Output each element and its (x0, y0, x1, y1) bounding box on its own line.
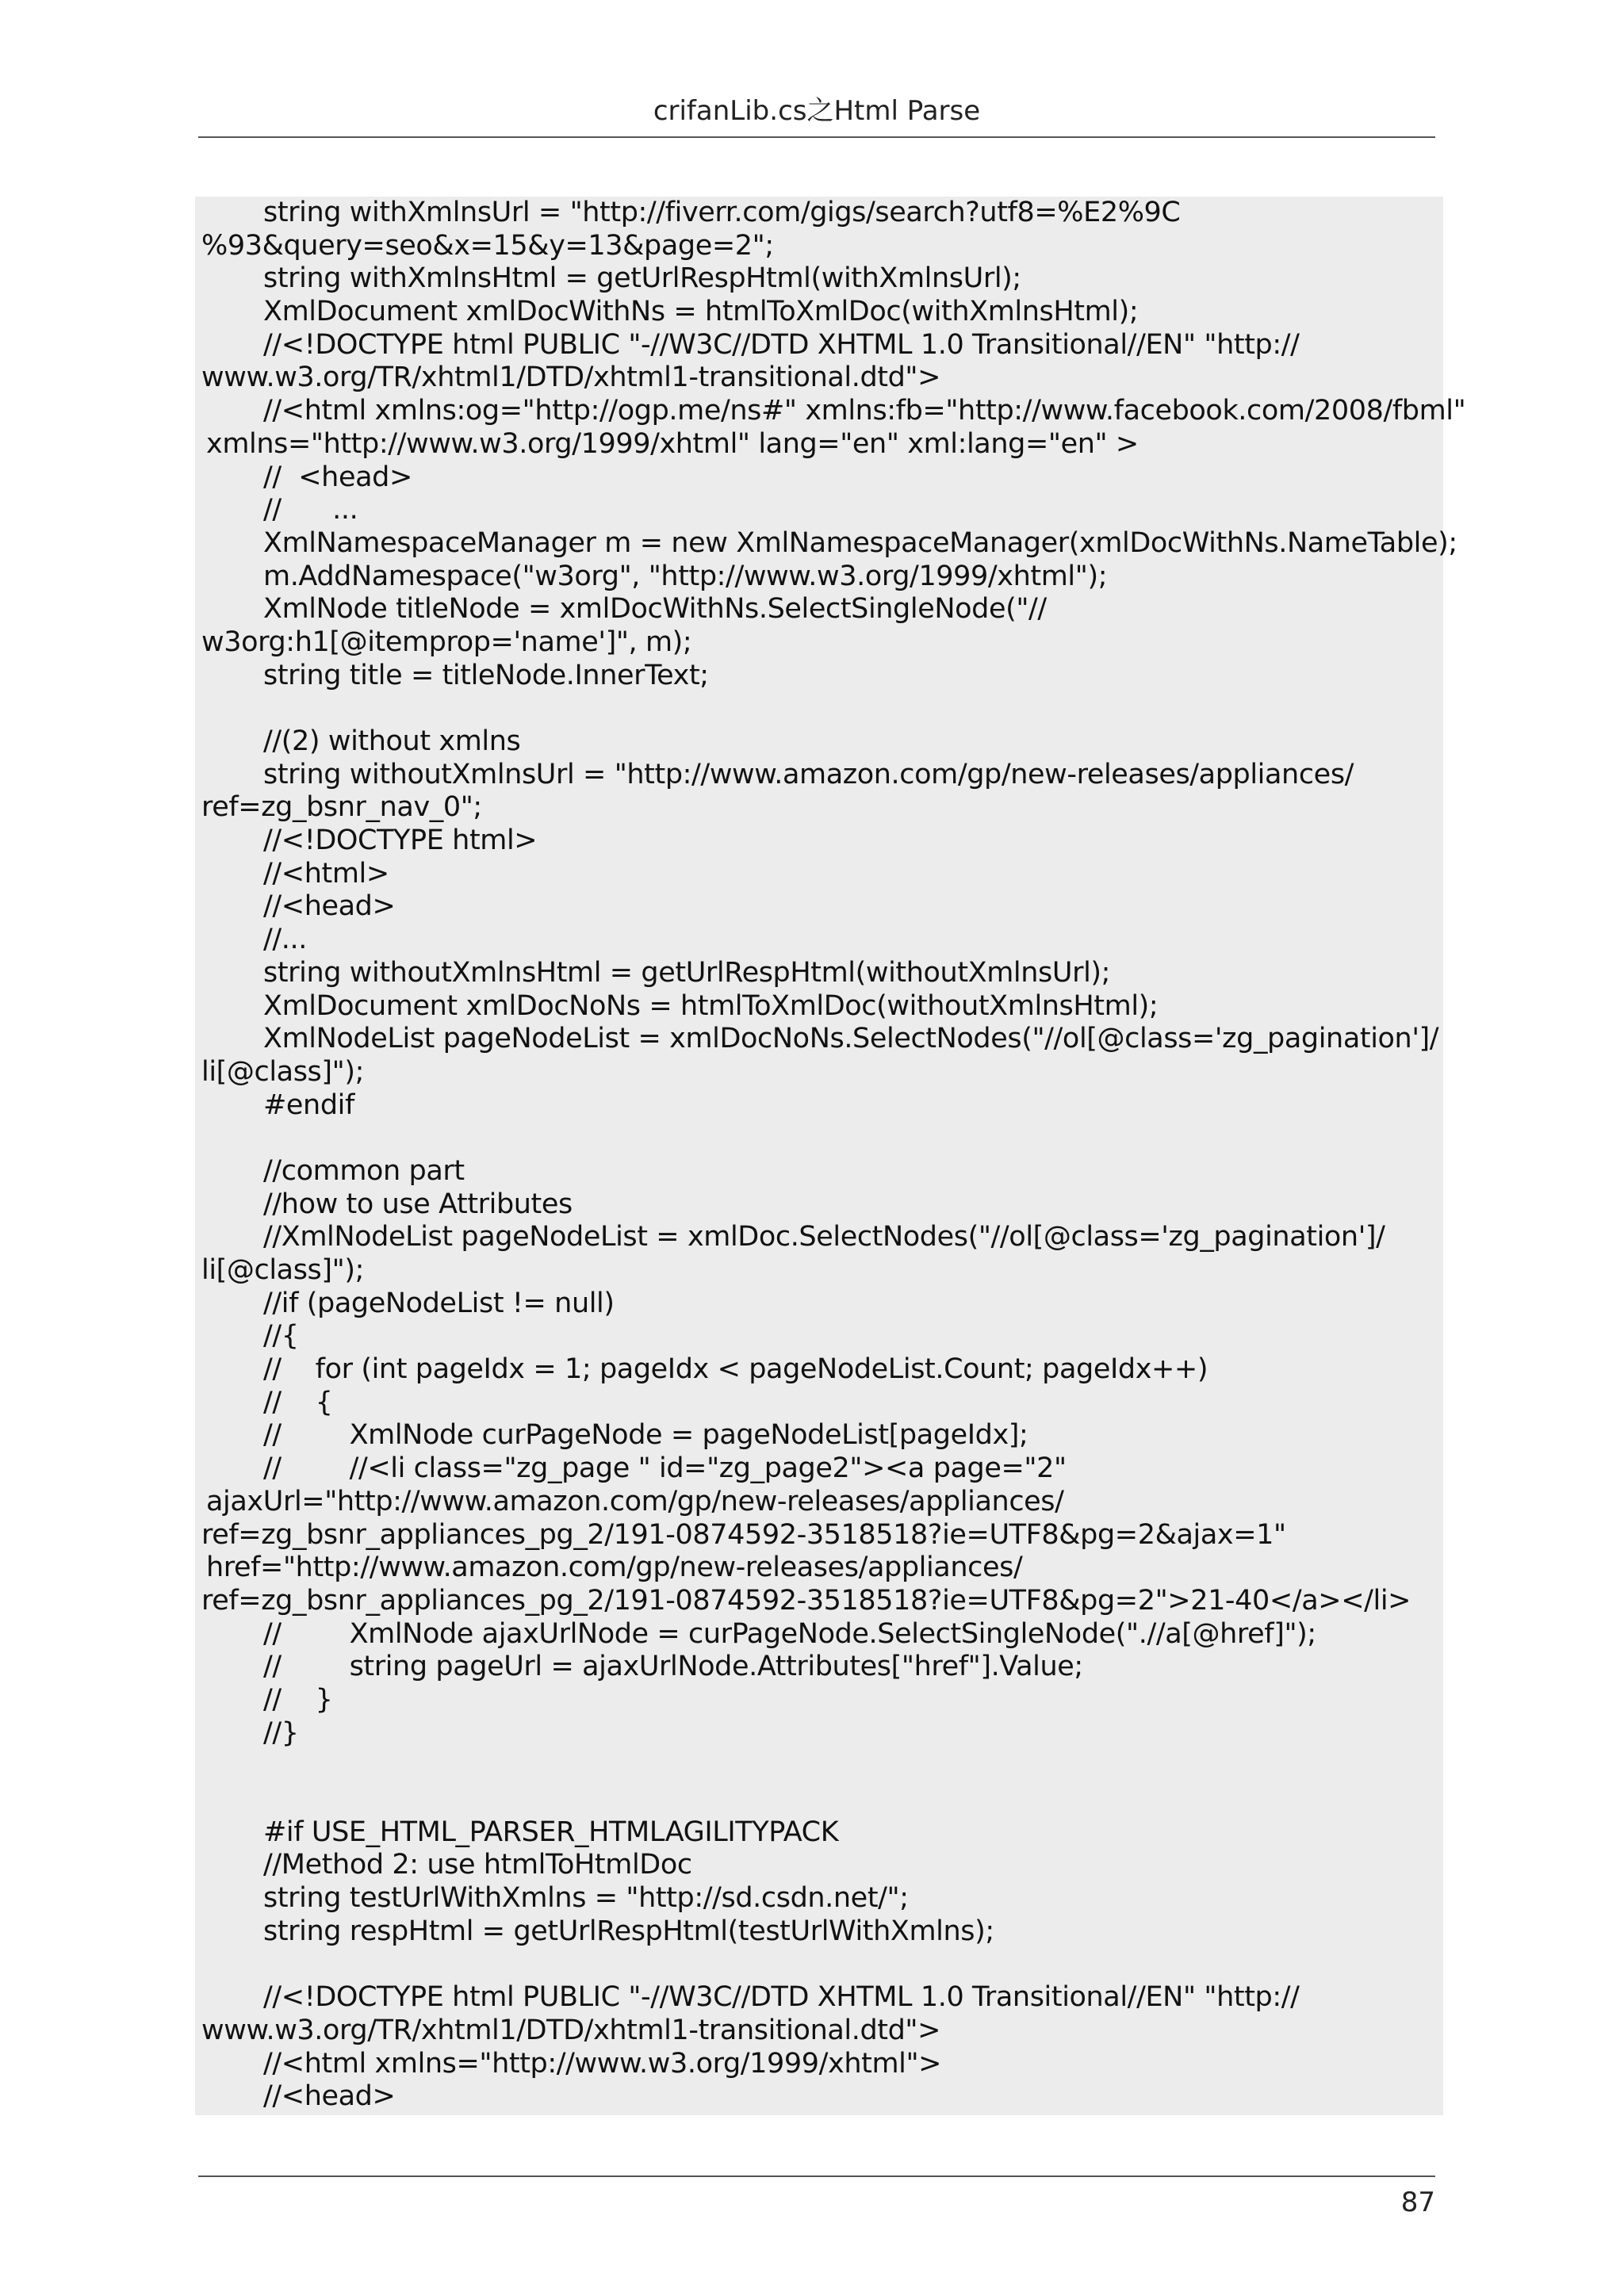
code-line: string withXmlnsHtml = getUrlRespHtml(withXmlnsUrl); (263, 262, 1021, 295)
code-line: XmlNode titleNode = xmlDocWithNs.SelectSingleNode("// (263, 593, 1047, 626)
code-line: //common part (263, 1154, 465, 1187)
code-line: ref=zg_bsnr_appliances_pg_2/191-0874592-3518518?ie=UTF8&pg=2">21-40</a></li> (201, 1584, 1411, 1617)
code-line: w3org:h1[@itemprop='name']", m); (201, 626, 692, 658)
code-line: // //<li class="zg_page " id="zg_page2"><a page="2" (263, 1452, 1067, 1485)
page-header (198, 89, 1435, 138)
code-line: string withoutXmlnsUrl = "http://www.amazon.com/gp/new-releases/appliances/ (263, 758, 1354, 790)
code-line: XmlNamespaceManager m = new XmlNamespaceManager(xmlDocWithNs.NameTable); (263, 526, 1457, 559)
page-number: 87 (1400, 2187, 1435, 2218)
code-line: string withoutXmlnsHtml = getUrlRespHtml(withoutXmlnsUrl); (263, 956, 1111, 989)
code-line: //<!DOCTYPE html> (263, 825, 538, 857)
code-line: href="http://www.amazon.com/gp/new-releases/appliances/ (206, 1552, 1023, 1584)
code-line: //<html> (263, 857, 389, 890)
code-line: li[@class]"); (201, 1254, 364, 1286)
document-title: crifanLib.cs之Html Parse (653, 95, 981, 127)
code-line: //<!DOCTYPE html PUBLIC "-//W3C//DTD XHTML 1.0 Transitional//EN" "http:// (263, 328, 1300, 361)
code-line: //how to use Attributes (263, 1188, 573, 1220)
code-line: //XmlNodeList pageNodeList = xmlDoc.SelectNodes("//ol[@class='zg_pagination']/ (263, 1221, 1385, 1253)
code-line: li[@class]"); (201, 1055, 364, 1088)
page-footer (198, 2175, 1435, 2218)
code-line: string withXmlnsUrl = "http://fiverr.com/gigs/search?utf8=%E2%9C (263, 197, 1181, 228)
code-block (195, 197, 1466, 2115)
code-line: // string pageUrl = ajaxUrlNode.Attributes["href"].Value; (263, 1651, 1083, 1683)
code-line: XmlDocument xmlDocWithNs = htmlToXmlDoc(withXmlnsHtml); (263, 296, 1139, 328)
code-line (195, 692, 1443, 725)
code-line (195, 1948, 1443, 1981)
code-line: %93&query=seo&x=15&y=13&page=2"; (201, 229, 774, 262)
code-line: // { (263, 1386, 333, 1418)
code-line: XmlDocument xmlDocNoNs = htmlToXmlDoc(withoutXmlnsHtml); (263, 989, 1159, 1022)
code-line: // } (263, 1683, 333, 1716)
code-line: // <head> (263, 461, 412, 493)
code-line: //if (pageNodeList != null) (263, 1287, 615, 1319)
code-line: ref=zg_bsnr_nav_0"; (201, 791, 482, 824)
code-line (195, 1122, 1443, 1155)
code-line: // for (int pageIdx = 1; pageIdx < pageNodeList.Count; pageIdx++) (263, 1353, 1208, 1386)
code-line: //Method 2: use htmlToHtmlDoc (263, 1849, 692, 1881)
code-line: //<!DOCTYPE html PUBLIC "-//W3C//DTD XHTML 1.0 Transitional//EN" "http:// (263, 1981, 1300, 2014)
code-line: // XmlNode ajaxUrlNode = curPageNode.SelectSingleNode(".//a[@href]"); (263, 1617, 1316, 1650)
code-line: string testUrlWithXmlns = "http://sd.csdn.net/"; (263, 1882, 909, 1915)
code-line: XmlNodeList pageNodeList = xmlDocNoNs.SelectNodes("//ol[@class='zg_pagination']/ (263, 1023, 1439, 1055)
code-line: //<head> (263, 2080, 396, 2113)
code-line: #if USE_HTML_PARSER_HTMLAGILITYPACK (263, 1816, 839, 1848)
code-line: www.w3.org/TR/xhtml1/DTD/xhtml1-transitional.dtd"> (201, 2014, 941, 2046)
code-line: //<html xmlns:og="http://ogp.me/ns#" xmlns:fb="http://www.facebook.com/2008/fbml" (263, 395, 1466, 427)
code-line: //{ (263, 1320, 299, 1353)
code-line: // XmlNode curPageNode = pageNodeList[pageIdx]; (263, 1419, 1028, 1452)
code-line: //(2) without xmlns (263, 725, 521, 757)
code-line: ajaxUrl="http://www.amazon.com/gp/new-releases/appliances/ (206, 1485, 1064, 1517)
code-line (195, 1750, 1443, 1783)
code-line: ref=zg_bsnr_appliances_pg_2/191-0874592-3518518?ie=UTF8&pg=2&ajax=1" (201, 1518, 1286, 1551)
code-line: //<head> (263, 890, 396, 923)
code-line: // ... (263, 494, 358, 526)
code-line: //} (263, 1716, 299, 1749)
code-line: m.AddNamespace("w3org", "http://www.w3.org/1999/xhtml"); (263, 560, 1108, 592)
code-line: www.w3.org/TR/xhtml1/DTD/xhtml1-transitional.dtd"> (201, 362, 941, 394)
code-line: #endif (263, 1089, 354, 1121)
code-line: string title = titleNode.InnerText; (263, 659, 709, 691)
code-line: //<html xmlns="http://www.w3.org/1999/xhtml"> (263, 2047, 942, 2080)
code-lines (195, 197, 1466, 2114)
code-line: //... (263, 924, 307, 956)
code-line: string respHtml = getUrlRespHtml(testUrlWithXmlns); (263, 1915, 994, 1947)
code-line (195, 1783, 1443, 1816)
code-line: xmlns="http://www.w3.org/1999/xhtml" lang="en" xml:lang="en" > (206, 427, 1139, 460)
